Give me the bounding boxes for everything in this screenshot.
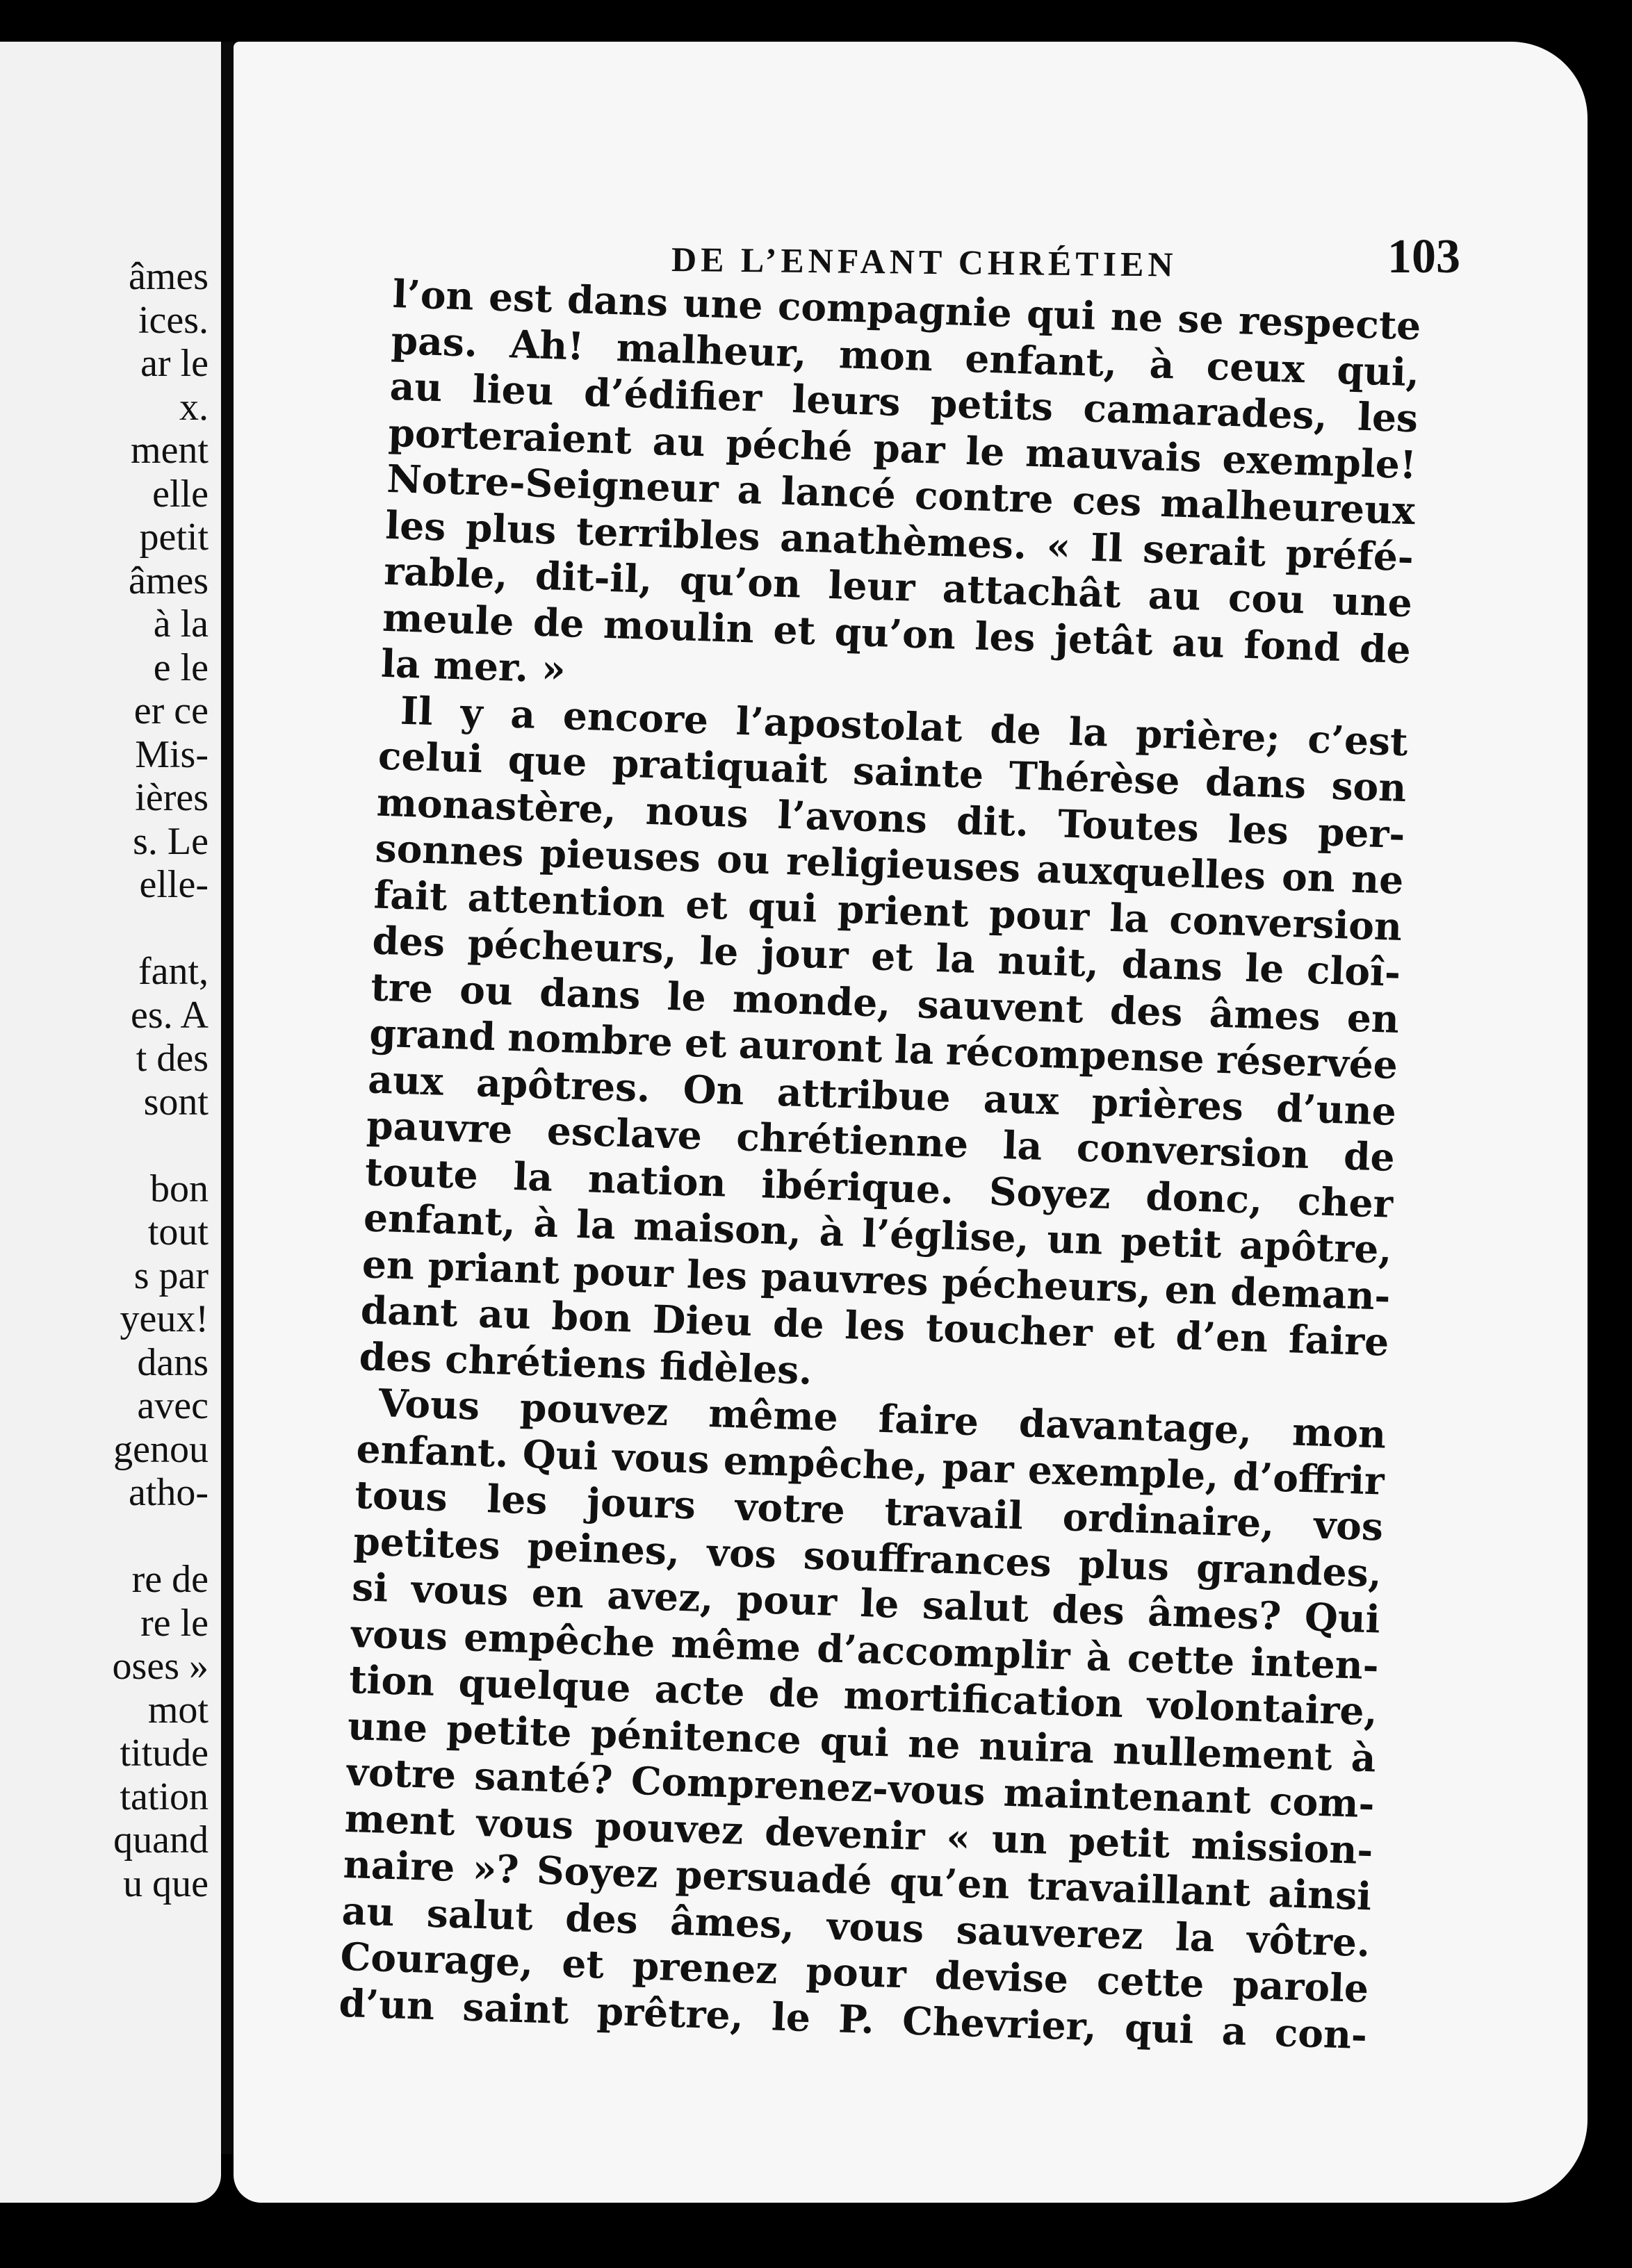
left-page-fragment: oses » (112, 1645, 209, 1688)
text-line: vous empêche même d’accomplir à cette inten- (350, 1610, 1380, 1688)
text-line: Notre-Seigneur a lancé contre ces malheureux (386, 455, 1416, 534)
text-line: au lieu d’édifier leurs petits camarades, les (389, 363, 1419, 441)
left-page-fragment: elle- (139, 863, 209, 906)
text-line: si vous en avez, pour le salut des âmes? Qui (351, 1564, 1381, 1642)
text-line: des chrétiens fidèles. (358, 1333, 813, 1393)
left-page-fragment: atho- (128, 1471, 209, 1514)
text-line: enfant, à la maison, à l’église, un petit apôtre, (363, 1194, 1393, 1272)
left-page-fragment: es. A (131, 993, 209, 1037)
left-page-fragment: x. (179, 385, 209, 429)
left-page-fragment: à la (153, 602, 209, 646)
left-page-fragment: re de (131, 1558, 209, 1601)
left-page-fragment: t des (136, 1037, 209, 1080)
text-line: grand nombre et auront la récompense réservée (368, 1010, 1398, 1087)
left-page-fragment: ices. (138, 298, 209, 342)
text-line: aux apôtres. On attribue aux prières d’une (367, 1055, 1397, 1134)
text-line: en priant pour les pauvres pécheurs, en deman- (361, 1240, 1392, 1319)
text-line: Courage, et prenez pour devise cette parole (339, 1933, 1370, 2012)
left-page-fragment: sont (143, 1080, 209, 1124)
left-page-fragment: bon (150, 1167, 209, 1210)
left-page-fragment: Mis- (135, 732, 209, 776)
text-line: une petite pénitence qui ne nuira nullement à (347, 1702, 1377, 1780)
text-line: enfant. Qui vous empêche, par exemple, d’offrir (355, 1425, 1386, 1504)
body-text (338, 271, 1422, 2058)
text-line: sonnes pieuses ou religieuses auxquelles on ne (374, 825, 1405, 903)
left-page-fragment: avec (137, 1384, 209, 1427)
text-line: meule de moulin et qu’on les jetât au fond de (382, 594, 1412, 672)
left-page-fragment: tation (120, 1775, 209, 1818)
text-line: monastère, nous l’avons dit. Toutes les per- (375, 779, 1406, 857)
text-line: pas. Ah! malheur, mon enfant, à ceux qui, (390, 317, 1421, 395)
text-line: petites peines, vos souffrances plus grandes, (352, 1518, 1382, 1596)
left-page-fragment: re le (140, 1601, 209, 1645)
left-page-fragment: âmes (128, 255, 209, 298)
text-line: tre ou dans le monde, sauvent des âmes en (370, 964, 1400, 1042)
text-line: Vous pouvez même faire davantage, mon (377, 1380, 1387, 1457)
text-line: dant au bon Dieu de les toucher et d’en faire (360, 1287, 1390, 1365)
text-line: toute la nation ibérique. Soyez donc, cher (364, 1148, 1394, 1226)
left-page-fragment: mot (147, 1688, 209, 1732)
text-line: Il y a encore l’apostolat de la prière; c’est (400, 687, 1409, 764)
text-line: l’on est dans une compagnie qui ne se respecte (391, 271, 1422, 349)
text-line: ment vous pouvez devenir « un petit mission- (344, 1795, 1374, 1873)
page-number: 103 (1387, 230, 1460, 284)
left-page-fragment: ment (131, 429, 209, 472)
text-line: celui que pratiquait sainte Thérèse dans son (377, 732, 1407, 811)
text-line: des pécheurs, le jour et la nuit, dans le cloî- (371, 917, 1401, 995)
text-line: naire »? Soyez persuadé qu’en travaillant ainsi (342, 1841, 1373, 1919)
text-line: pauvre esclave chrétienne la conversion de (366, 1102, 1396, 1180)
text-line: porteraient au péché par le mauvais exemple! (387, 409, 1417, 487)
text-line: la mer. » (380, 640, 566, 692)
left-page-fragment: yeux! (120, 1297, 209, 1340)
text-line: d’un saint prêtre, le P. Chevrier, qui a con- (338, 1980, 1368, 2057)
text-line: les plus terribles anathèmes. « Il serait préfé- (384, 502, 1414, 580)
left-page-fragment: titude (120, 1732, 209, 1775)
left-page-fragment: petit (139, 516, 209, 559)
left-page-fragment: tout (147, 1210, 209, 1254)
left-page-fragment: s. Le (133, 819, 209, 863)
left-page-fragment: u que (123, 1862, 209, 1905)
left-page-fragment: âmes (128, 559, 209, 602)
book-gutter (221, 42, 234, 2154)
left-facing-page (0, 42, 221, 2203)
left-page-fragment: e le (153, 646, 209, 689)
left-page-fragment: ières (135, 776, 209, 819)
left-page-fragment: ar le (140, 342, 209, 385)
left-page-fragment: fant, (138, 950, 209, 993)
text-line: fait attention et qui prient pour la conversion (373, 871, 1403, 949)
right-page (234, 42, 1588, 2203)
left-page-fragment: dans (137, 1340, 209, 1384)
left-page-fragment: er ce (133, 689, 209, 732)
left-page-fragment: s par (133, 1254, 209, 1297)
text-line: votre santé? Comprenez-vous maintenant com- (345, 1748, 1376, 1827)
left-page-fragment: quand (113, 1818, 209, 1862)
text-line: au salut des âmes, vous sauverez la vôtre. (341, 1887, 1371, 1965)
running-head: DE L’ENFANT CHRÉTIEN (671, 239, 1177, 284)
left-page-fragment: elle (152, 472, 209, 516)
text-line: tous les jours votre travail ordinaire, vos (354, 1472, 1384, 1550)
text-line: rable, dit-il, qu’on leur attachât au cou une (383, 548, 1413, 626)
left-page-fragment: genou (113, 1427, 209, 1471)
text-line: tion quelque acte de mortification volontaire, (348, 1657, 1378, 1734)
